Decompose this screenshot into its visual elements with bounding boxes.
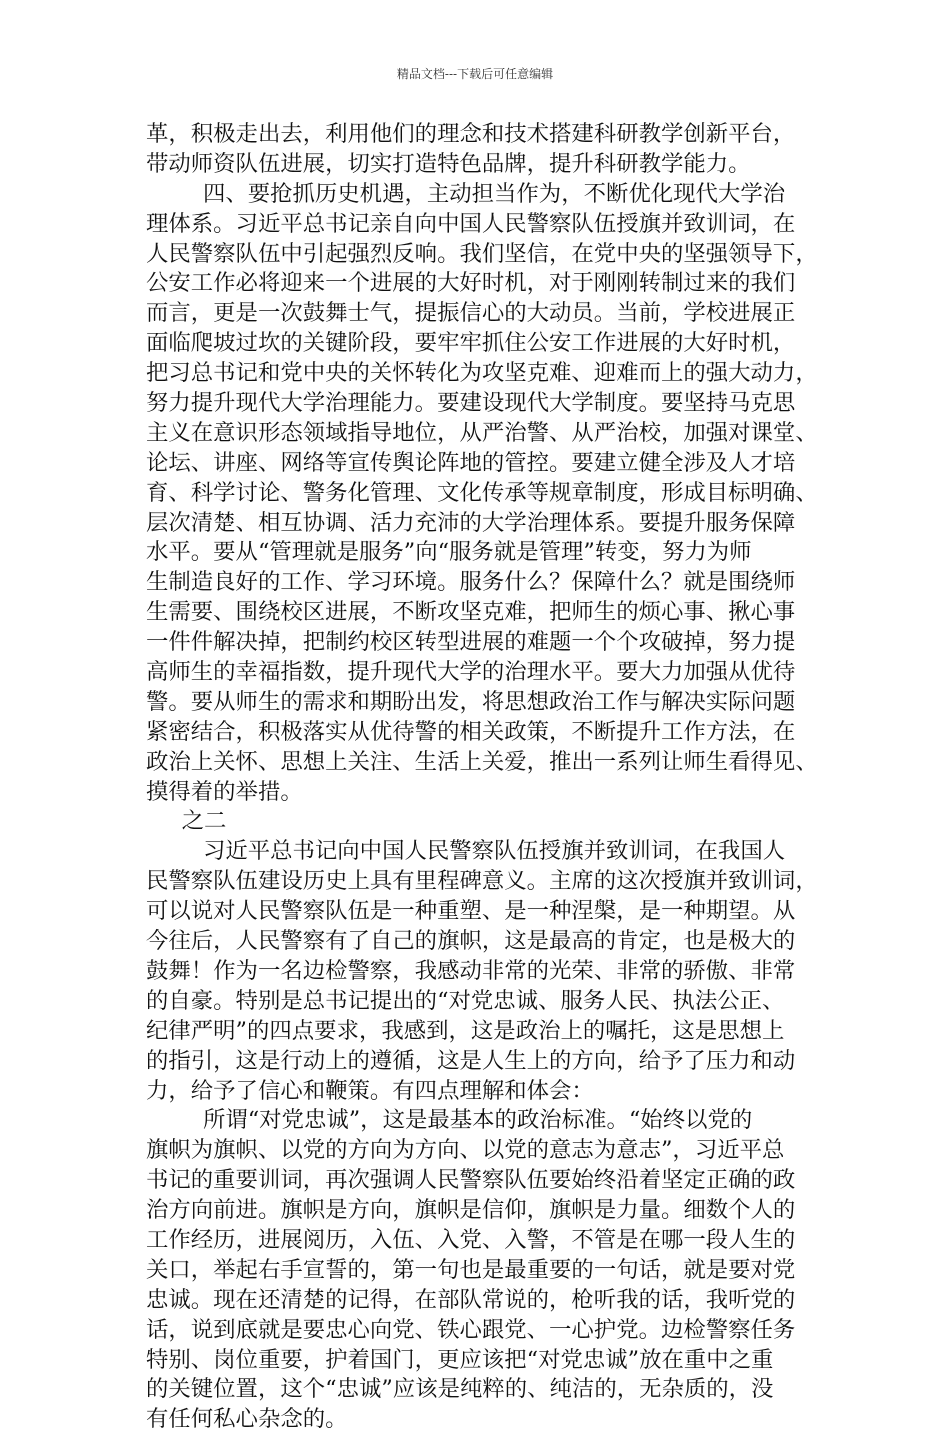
text-line: 力，给予了信心和鞭策。有四点理解和体会： <box>146 1077 594 1104</box>
text-line: 可以说对人民警察队伍是一种重塑、是一种涅槃，是一种期望。从 <box>146 898 796 925</box>
page-header: 精品文档---下载后可任意编辑 <box>396 67 554 81</box>
text-line: 四、要抢抓历史机遇，主动担当作为，不断优化现代大学治 <box>146 180 786 207</box>
text-line: 摸得着的举措。 <box>146 778 303 805</box>
text-line: 紧密结合，积极落实从优待警的相关政策，不断提升工作方法，在 <box>146 718 796 745</box>
text-line: 政治上关怀、思想上关注、生活上关爱，推出一系列让师生看得见、 <box>146 748 818 775</box>
text-line: 鼓舞！作为一名边检警察，我感动非常的光荣、非常的骄傲、非常 <box>146 957 796 984</box>
text-line: 工作经历，进展阅历，入伍、入党、入警，不管是在哪一段人生的 <box>146 1226 796 1253</box>
section-heading: 之二 <box>146 808 227 835</box>
text-line: 所谓“对党忠诚”，这是最基本的政治标准。“始终以党的 <box>146 1107 753 1134</box>
text-line: 旗帜为旗帜、以党的方向为方向、以党的意志为意志”，习近平总 <box>146 1137 785 1164</box>
text-line: 纪律严明”的四点要求，我感到，这是政治上的嘱托，这是思想上 <box>146 1017 785 1044</box>
text-line: 把习总书记和党中央的关怀转化为攻坚克难、迎难而上的强大动力， <box>146 360 818 387</box>
text-line: 公安工作必将迎来一个进展的大好时机，对于刚刚转制过来的我们 <box>146 270 796 297</box>
text-line: 一件件解决掉，把制约校区转型进展的难题一个个攻破掉，努力提 <box>146 629 796 656</box>
text-line: 育、科学讨论、警务化管理、文化传承等规章制度，形成目标明确、 <box>146 479 818 506</box>
text-line: 人民警察队伍中引起强烈反响。我们坚信，在党中央的坚强领导下， <box>146 240 818 267</box>
text-line: 生需要、围绕校区进展，不断攻坚克难，把师生的烦心事、揪心事 <box>146 599 796 626</box>
text-line: 警。要从师生的需求和期盼出发，将思想政治工作与解决实际问题 <box>146 688 796 715</box>
text-line: 革，积极走出去，利用他们的理念和技术搭建科研教学创新平台， <box>146 121 796 147</box>
document-body <box>146 120 836 1435</box>
text-line: 带动师资队伍进展，切实打造特色品牌，提升科研教学能力。 <box>146 150 751 177</box>
text-line: 今往后，人民警察有了自己的旗帜，这是最高的肯定，也是极大的 <box>146 928 796 955</box>
text-line: 关口，举起右手宣誓的，第一句也是最重要的一句话，就是要对党 <box>146 1256 796 1283</box>
text-line: 的自豪。特别是总书记提出的“对党忠诚、服务人民、执法公正、 <box>146 987 785 1014</box>
text-line: 治方向前进。旗帜是方向，旗帜是信仰，旗帜是力量。细数个人的 <box>146 1197 796 1224</box>
text-line: 主义在意识形态领域指导地位，从严治警、从严治校，加强对课堂、 <box>146 419 818 446</box>
text-line: 忠诚。现在还清楚的记得，在部队常说的，枪听我的话，我听党的 <box>146 1286 796 1313</box>
text-line: 生制造良好的工作、学习环境。服务什么？保障什么？就是围绕师 <box>146 569 796 596</box>
text-line: 层次清楚、相互协调、活力充沛的大学治理体系。要提升服务保障 <box>146 509 796 536</box>
text-line: 民警察队伍建设历史上具有里程碑意义。主席的这次授旗并致训词， <box>146 868 818 895</box>
text-line: 习近平总书记向中国人民警察队伍授旗并致训词，在我国人 <box>146 838 786 865</box>
text-line: 的指引，这是行动上的遵循，这是人生上的方向，给予了压力和动 <box>146 1047 796 1074</box>
text-line: 水平。要从“管理就是服务”向“服务就是管理”转变，努力为师 <box>146 539 752 566</box>
text-line: 努力提升现代大学治理能力。要建设现代大学制度。要坚持马克思 <box>146 390 796 417</box>
text-line: 的关键位置，这个“忠诚”应该是纯粹的、纯洁的，无杂质的，没 <box>146 1376 774 1403</box>
text-line: 而言，更是一次鼓舞士气，提振信心的大动员。当前，学校进展正 <box>146 300 796 327</box>
text-line: 理体系。习近平总书记亲自向中国人民警察队伍授旗并致训词，在 <box>146 210 796 237</box>
text-line: 话，说到底就是要忠心向党、铁心跟党、一心护党。边检警察任务 <box>146 1316 796 1343</box>
text-line: 论坛、讲座、网络等宣传舆论阵地的管控。要建立健全涉及人才培 <box>146 449 796 476</box>
text-line: 特别、岗位重要，护着国门，更应该把“对党忠诚”放在重中之重 <box>146 1346 774 1373</box>
text-line: 书记的重要训词，再次强调人民警察队伍要始终沿着坚定正确的政 <box>146 1167 796 1194</box>
text-line: 高师生的幸福指数，提升现代大学的治理水平。要大力加强从优待 <box>146 659 796 686</box>
text-line: 有任何私心杂念的。 <box>146 1406 348 1433</box>
text-line: 面临爬坡过坎的关键阶段，要牢牢抓住公安工作进展的大好时机， <box>146 330 796 357</box>
